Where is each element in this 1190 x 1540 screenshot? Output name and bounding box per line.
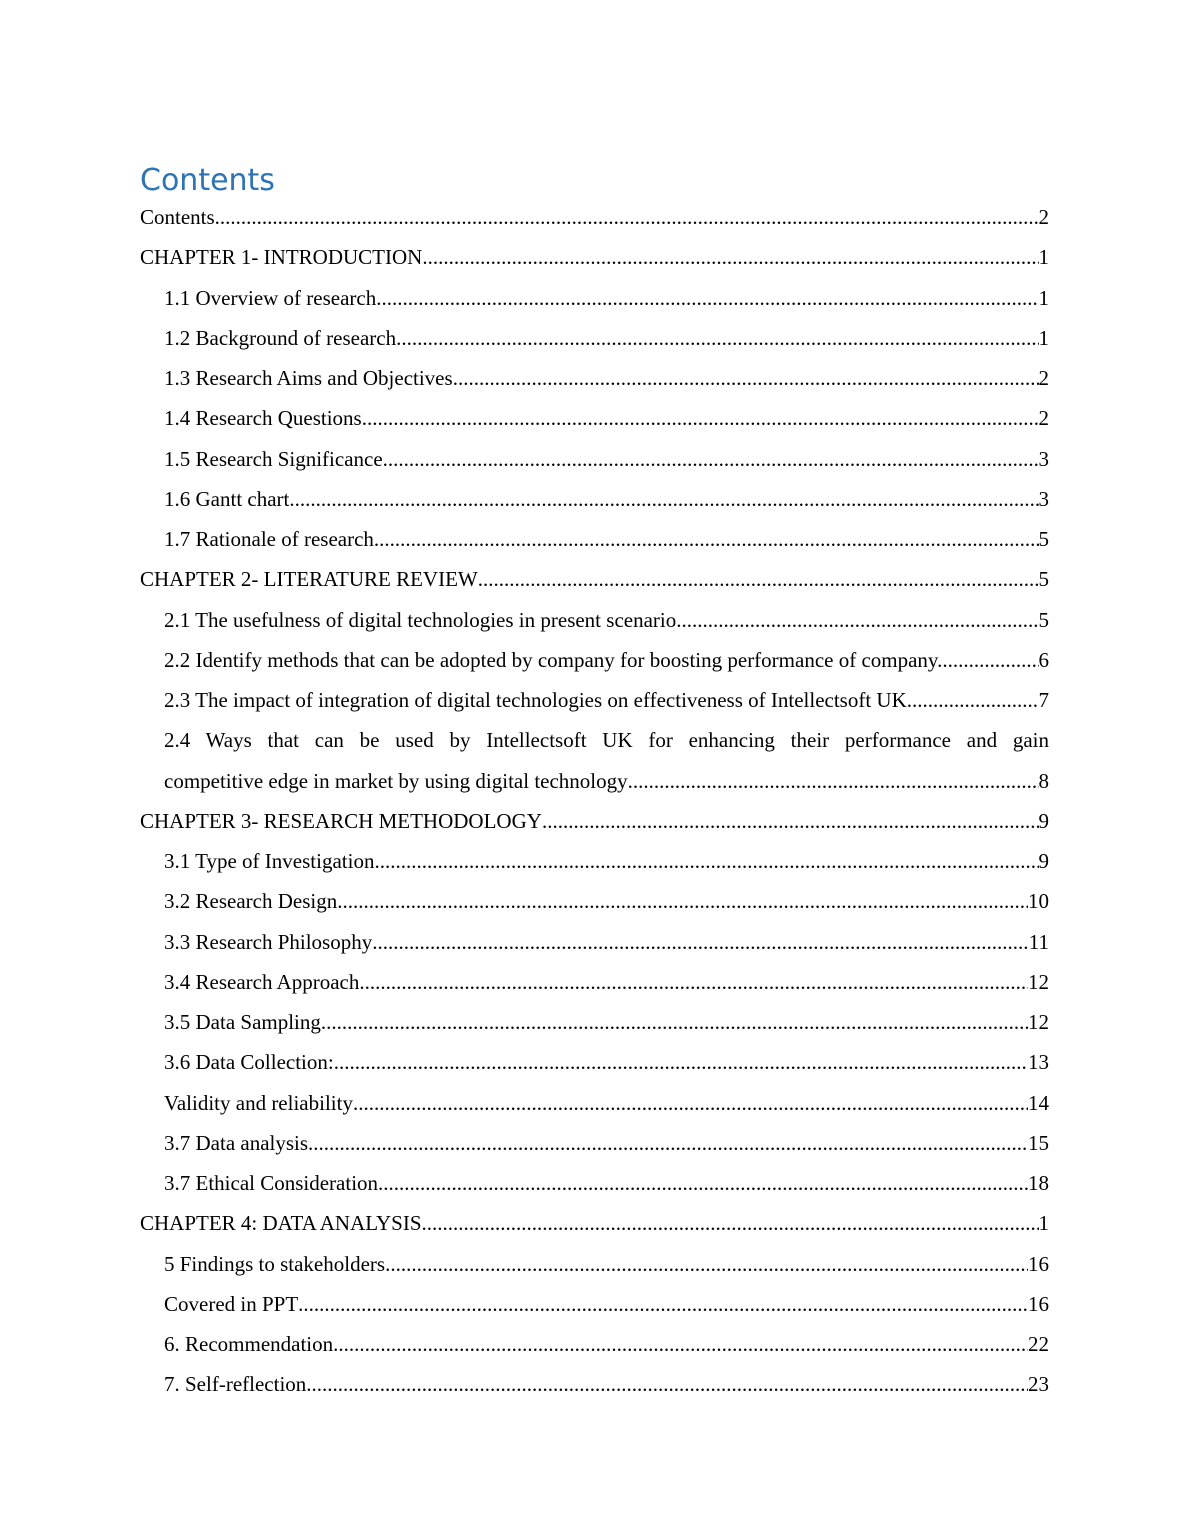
toc-entry[interactable] [140, 519, 1049, 559]
toc-page-number: 1 [1038, 325, 1049, 350]
toc-leader [376, 278, 1038, 318]
toc-entry-continuation [164, 761, 1049, 801]
toc-page-number: 16 [1028, 1251, 1049, 1276]
toc-entry[interactable] [140, 922, 1049, 962]
toc-page-number: 8 [1038, 768, 1049, 793]
toc-leader [378, 1163, 1028, 1203]
toc-entry[interactable] [140, 1244, 1049, 1284]
toc-entry[interactable] [140, 1083, 1049, 1123]
toc-leader [374, 519, 1039, 559]
toc-leader [215, 197, 1039, 237]
toc-leader [308, 1123, 1028, 1163]
toc-page-number: 23 [1028, 1372, 1049, 1397]
toc-entry-title: 3.2 Research Design [164, 889, 338, 914]
toc-entry[interactable] [140, 1364, 1049, 1404]
toc-leader [306, 1364, 1028, 1404]
toc-leader [289, 479, 1038, 519]
toc-entry-title: 6. Recommendation [164, 1332, 334, 1356]
toc-leader [362, 398, 1039, 438]
toc-entry[interactable] [140, 318, 1049, 358]
toc-entry[interactable] [140, 278, 1049, 318]
toc-entry[interactable] [140, 1163, 1049, 1203]
toc-entry[interactable] [140, 1042, 1049, 1082]
toc-page-number: 9 [1038, 849, 1049, 873]
toc-leader [385, 1244, 1028, 1284]
toc-page-number: 14 [1028, 1090, 1049, 1115]
toc-page-number: 22 [1028, 1332, 1049, 1356]
toc-page-number: 13 [1028, 1050, 1049, 1075]
toc-leader [478, 559, 1039, 599]
toc-page-number: 12 [1028, 1010, 1049, 1034]
toc-leader [334, 1042, 1028, 1082]
toc-entry-title: 1.1 Overview of research [164, 285, 377, 310]
toc-leader [353, 1083, 1028, 1123]
table-of-contents [140, 197, 1049, 1405]
toc-leader [422, 1203, 1039, 1243]
toc-entry-title: 1.6 Gantt chart [164, 486, 290, 511]
toc-entry-title: CHAPTER 1- INTRODUCTION [140, 245, 423, 270]
toc-heading: Contents [140, 163, 275, 198]
toc-entry[interactable] [140, 559, 1049, 599]
toc-page-number: 6 [1038, 647, 1049, 672]
toc-entry[interactable] [140, 1002, 1049, 1042]
toc-entry[interactable] [140, 237, 1049, 277]
toc-page-number: 2 [1038, 205, 1049, 229]
toc-page-number: 1 [1038, 285, 1049, 310]
toc-entry[interactable] [140, 881, 1049, 921]
toc-entry[interactable] [140, 680, 1049, 720]
toc-entry[interactable] [140, 358, 1049, 398]
toc-entry[interactable] [140, 439, 1049, 479]
toc-entry-title-continued: competitive edge in market by using digital technology [164, 768, 628, 793]
toc-entry-title: 1.2 Background of research [164, 325, 397, 350]
toc-leader [422, 237, 1038, 277]
toc-leader [676, 600, 1038, 640]
toc-entry-title: 7. Self-reflection [164, 1372, 307, 1397]
toc-entry-title: CHAPTER 3- RESEARCH METHODOLOGY [140, 808, 542, 833]
toc-entry-title: 2.4 Ways that can be used by Intellectsoft UK for enhancing their performance and gain [164, 728, 1049, 753]
toc-leader [333, 1324, 1028, 1364]
toc-page-number: 15 [1028, 1130, 1049, 1155]
toc-entry-title: 3.4 Research Approach [164, 969, 360, 994]
toc-page-number: 11 [1028, 929, 1049, 954]
toc-entry[interactable] [140, 1284, 1049, 1324]
toc-entry-title: 1.3 Research Aims and Objectives [164, 366, 453, 390]
toc-entry[interactable] [140, 1203, 1049, 1243]
toc-entry-title: 3.5 Data Sampling [164, 1010, 321, 1034]
toc-page-number: 7 [1038, 688, 1049, 712]
toc-page-number: 5 [1038, 567, 1049, 592]
toc-page-number: 5 [1038, 607, 1049, 632]
toc-entry[interactable] [140, 1324, 1049, 1364]
toc-page-number: 1 [1038, 245, 1049, 270]
toc-entry-title: 3.3 Research Philosophy [164, 929, 373, 954]
toc-page-number: 2 [1038, 406, 1049, 431]
toc-page-number: 10 [1028, 889, 1049, 914]
toc-entry[interactable] [140, 801, 1049, 841]
toc-entry-title: 3.6 Data Collection: [164, 1050, 334, 1075]
toc-entry[interactable] [140, 962, 1049, 1002]
toc-page-number: 5 [1038, 527, 1049, 551]
toc-page-number: 18 [1028, 1171, 1049, 1195]
toc-entry-title: 5 Findings to stakeholders [164, 1251, 386, 1276]
toc-leader [383, 439, 1039, 479]
toc-leader [942, 640, 1038, 680]
toc-page-number: 3 [1038, 446, 1049, 471]
toc-entry-title: Validity and reliability [164, 1090, 353, 1115]
toc-leader [321, 1002, 1028, 1042]
toc-leader [374, 841, 1038, 881]
toc-entry-title: 2.2 Identify methods that can be adopted by company for boosting performance of company. [164, 647, 943, 672]
toc-entry-title: Covered in PPT [164, 1291, 299, 1316]
toc-entry-title: 3.7 Ethical Consideration [164, 1171, 379, 1195]
toc-leader [372, 922, 1029, 962]
toc-entry-title: 3.7 Data analysis [164, 1130, 309, 1155]
toc-leader [907, 680, 1039, 720]
toc-leader [298, 1284, 1028, 1324]
toc-page-number: 3 [1038, 486, 1049, 511]
toc-page-number: 2 [1038, 366, 1049, 390]
toc-page-number: 16 [1028, 1291, 1049, 1316]
toc-entry[interactable] [140, 720, 1049, 801]
toc-entry[interactable] [140, 640, 1049, 680]
toc-entry[interactable] [140, 479, 1049, 519]
toc-entry-title: 2.1 The usefulness of digital technologies in present scenario [164, 607, 677, 632]
toc-entry-title: 2.3 The impact of integration of digital technologies on effectiveness of Intellectsoft UK [164, 688, 907, 712]
toc-entry[interactable] [140, 398, 1049, 438]
toc-leader [453, 358, 1039, 398]
toc-entry[interactable] [140, 197, 1049, 237]
toc-entry[interactable] [140, 600, 1049, 640]
toc-leader [359, 962, 1028, 1002]
toc-page-number: 12 [1028, 969, 1049, 994]
toc-leader [396, 318, 1038, 358]
toc-leader [628, 761, 1039, 801]
toc-page-number: 1 [1038, 1211, 1049, 1236]
toc-entry-title: CHAPTER 4: DATA ANALYSIS [140, 1211, 422, 1236]
toc-entry-title: 1.7 Rationale of research [164, 527, 374, 551]
toc-entry-title: 1.5 Research Significance [164, 446, 383, 471]
toc-entry-title: CHAPTER 2- LITERATURE REVIEW [140, 567, 478, 592]
toc-entry[interactable] [140, 841, 1049, 881]
toc-entry-title: 3.1 Type of Investigation [164, 849, 375, 873]
toc-entry[interactable] [140, 1123, 1049, 1163]
toc-entry-title: 1.4 Research Questions [164, 406, 362, 431]
toc-leader [542, 801, 1039, 841]
toc-leader [337, 881, 1028, 921]
toc-page-number: 9 [1038, 808, 1049, 833]
toc-entry-title: Contents [140, 205, 215, 229]
